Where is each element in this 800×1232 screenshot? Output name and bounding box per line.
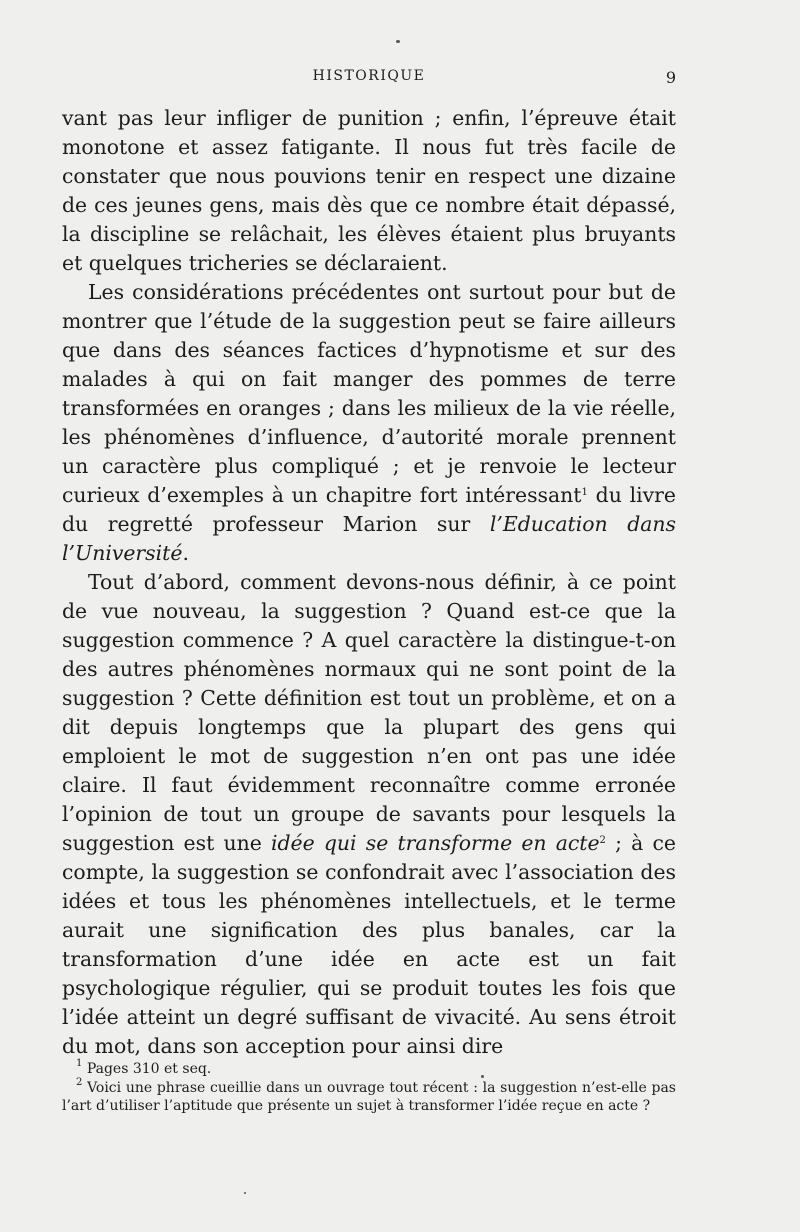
book-title: l’Education dans l’Université [62, 512, 677, 565]
paragraph-text: vant pas leur infliger de punition ; enfin, l’épreuve était monotone et assez fatigante. Il nous fut très facile de constater que nous pouvions tenir en respect une dizaine de ces jeunes gens, mais dès que ce nombre était dépassé, la discipline se relâchait, les élèves étaient plus bruyants et quelques tricheries se déclaraient. [62, 106, 676, 275]
body-text [62, 104, 676, 1061]
footnote [62, 1076, 676, 1116]
paragraph [62, 278, 676, 568]
running-title: HISTORIQUE [312, 68, 426, 84]
page-number: 9 [665, 68, 676, 87]
paragraph-text: Tout d’abord, comment devons-nous définir, à ce point de vue nouveau, la suggestion ? Quand est-ce que la suggestion commence ? A quel caractère la distingue-t-on des autres phénomènes normaux qui ne sont point de la suggestion ? Cette définition est tout un problème, et on a dit depuis longtemps que la plupart des gens qui emploient le mot de suggestion n’en ont pas une idée claire. Il faut évidemment reconnaître comme erronée l’opinion de tout un groupe de savants pour lesquels la suggestion est une [62, 570, 676, 855]
paragraph-text: . [182, 541, 189, 565]
paper-speck [481, 1075, 484, 1078]
footnote-reference: 1 [581, 487, 588, 498]
paper-speck [244, 1192, 246, 1194]
paragraph-text: Les considérations précédentes ont surtout pour but de montrer que l’étude de la suggestion peut se faire ailleurs que dans des séances factices d’hypnotisme et sur des malades à qui on fait manger des pommes de terre transformées en oranges ; dans les milieux de la vie réelle, les phénomènes d’influence, d’autorité morale prennent un caractère plus compliqué ; et je renvoie le lecteur curieux d’exemples à un chapitre fort intéressant [62, 280, 676, 507]
paragraph-continued [62, 104, 676, 278]
footnote-reference: 2 [599, 835, 606, 846]
footnote [62, 1060, 676, 1079]
running-head [62, 68, 676, 90]
footnote-text: Voici une phrase cueillie dans un ouvrage tout récent : la suggestion n’est-elle pas l’art d’utiliser l’aptitude que présente un sujet à transformer l’idée reçue en acte ? [62, 1079, 676, 1114]
footnote-mark: 2 [76, 1076, 83, 1088]
footnotes [62, 1060, 676, 1116]
footnote-mark: 1 [76, 1058, 83, 1069]
footnote-text: Pages 310 et seq. [82, 1061, 212, 1077]
paragraph [62, 568, 676, 1061]
italic-phrase: idée qui se transforme en acte [270, 831, 600, 855]
paragraph-text: du livre du regretté professeur Marion sur [62, 483, 676, 536]
paragraph-text: ; à ce compte, la suggestion se confondrait avec l’association des idées et tous les phénomènes intellectuels, et le terme aurait une signification des plus banales, car la transformation d’une idée en acte est un fait psychologique régulier, qui se produit toutes les fois que l’idée atteint un degré suffisant de vivacité. Au sens étroit du mot, dans son acception pour ainsi dire [62, 831, 676, 1058]
paper-speck [396, 40, 400, 43]
